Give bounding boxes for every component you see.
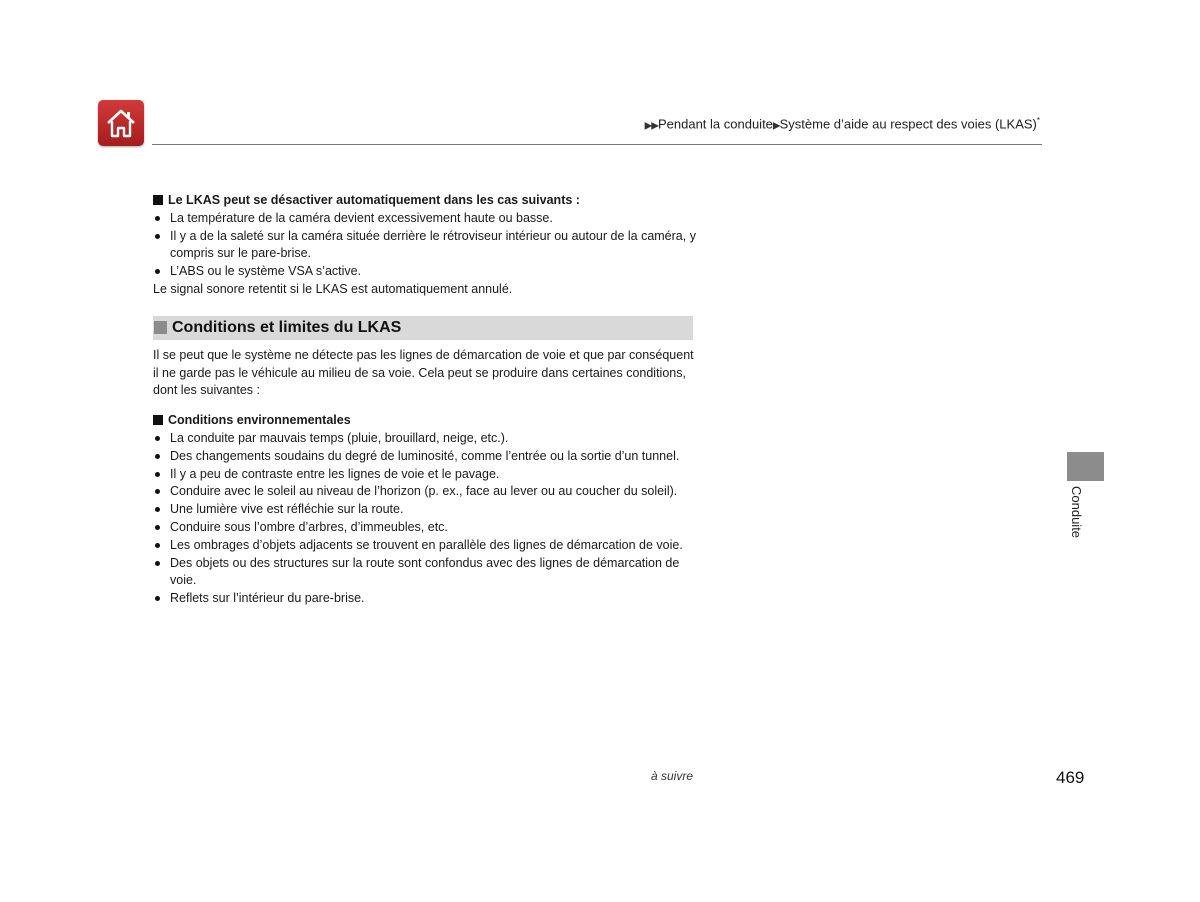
- env-list: [153, 430, 698, 608]
- breadcrumb-topic[interactable]: Système d’aide au respect des voies (LKAS): [779, 116, 1037, 132]
- list-item: Conduire avec le soleil au niveau de l’horizon (p. ex., face au lever ou au coucher du soleil).: [153, 483, 698, 501]
- section-title: Conditions et limites du LKAS: [172, 318, 402, 336]
- list-item: Il y a peu de contraste entre les lignes de voie et le pavage.: [153, 466, 698, 484]
- page-content: [153, 192, 698, 608]
- list-item: Les ombrages d’objets adjacents se trouvent en parallèle des lignes de démarcation de voie.: [153, 537, 698, 555]
- list-item: Conduire sous l’ombre d’arbres, d’immeubles, etc.: [153, 519, 698, 537]
- list-item: Des objets ou des structures sur la route sont confondus avec des lignes de démarcation de voie.: [153, 555, 698, 591]
- env-heading: Conditions environnementales: [153, 412, 698, 430]
- home-button[interactable]: [98, 100, 144, 146]
- list-item: Des changements soudains du degré de luminosité, comme l’entrée ou la sortie d’un tunnel.: [153, 448, 698, 466]
- section-square-icon: [154, 321, 167, 334]
- chapter-tab[interactable]: [1067, 452, 1104, 481]
- list-item: L’ABS ou le système VSA s’active.: [153, 263, 698, 281]
- list-item: La température de la caméra devient excessivement haute ou basse.: [153, 210, 698, 228]
- double-arrow-icon: ▶▶: [644, 120, 658, 132]
- limits-intro: Il se peut que le système ne détecte pas les lignes de démarcation de voie et que par conséquent il ne garde pas le véhicule au milieu de sa voie. Cela peut se produire dans certaines conditions, dont les suivantes :: [153, 347, 694, 398]
- breadcrumb-section[interactable]: Pendant la conduite: [657, 116, 773, 132]
- breadcrumb-marker: *: [1036, 116, 1040, 125]
- list-item: Il y a de la saleté sur la caméra située derrière le rétroviseur intérieur ou autour de la caméra, y compris sur le pare-brise.: [153, 228, 698, 264]
- auto-off-note: Le signal sonore retentit si le LKAS est automatiquement annulé.: [153, 281, 513, 296]
- list-item: La conduite par mauvais temps (pluie, brouillard, neige, etc.).: [153, 430, 698, 448]
- home-icon: [104, 106, 138, 140]
- continued-note: à suivre: [651, 769, 694, 783]
- chapter-tab-label[interactable]: Conduite: [1069, 486, 1084, 539]
- breadcrumb: [645, 116, 1040, 131]
- auto-off-list: [153, 210, 698, 281]
- square-bullet-icon: [153, 195, 163, 205]
- square-bullet-icon: [153, 415, 163, 425]
- arrow-icon: ▶: [772, 120, 780, 132]
- header-divider: [152, 144, 1042, 145]
- section-title-bar: [153, 316, 693, 340]
- list-item: Reflets sur l’intérieur du pare-brise.: [153, 590, 698, 608]
- auto-off-heading: Le LKAS peut se désactiver automatiquement dans les cas suivants :: [153, 192, 698, 210]
- page-number: 469: [1056, 768, 1085, 787]
- list-item: Une lumière vive est réfléchie sur la route.: [153, 501, 698, 519]
